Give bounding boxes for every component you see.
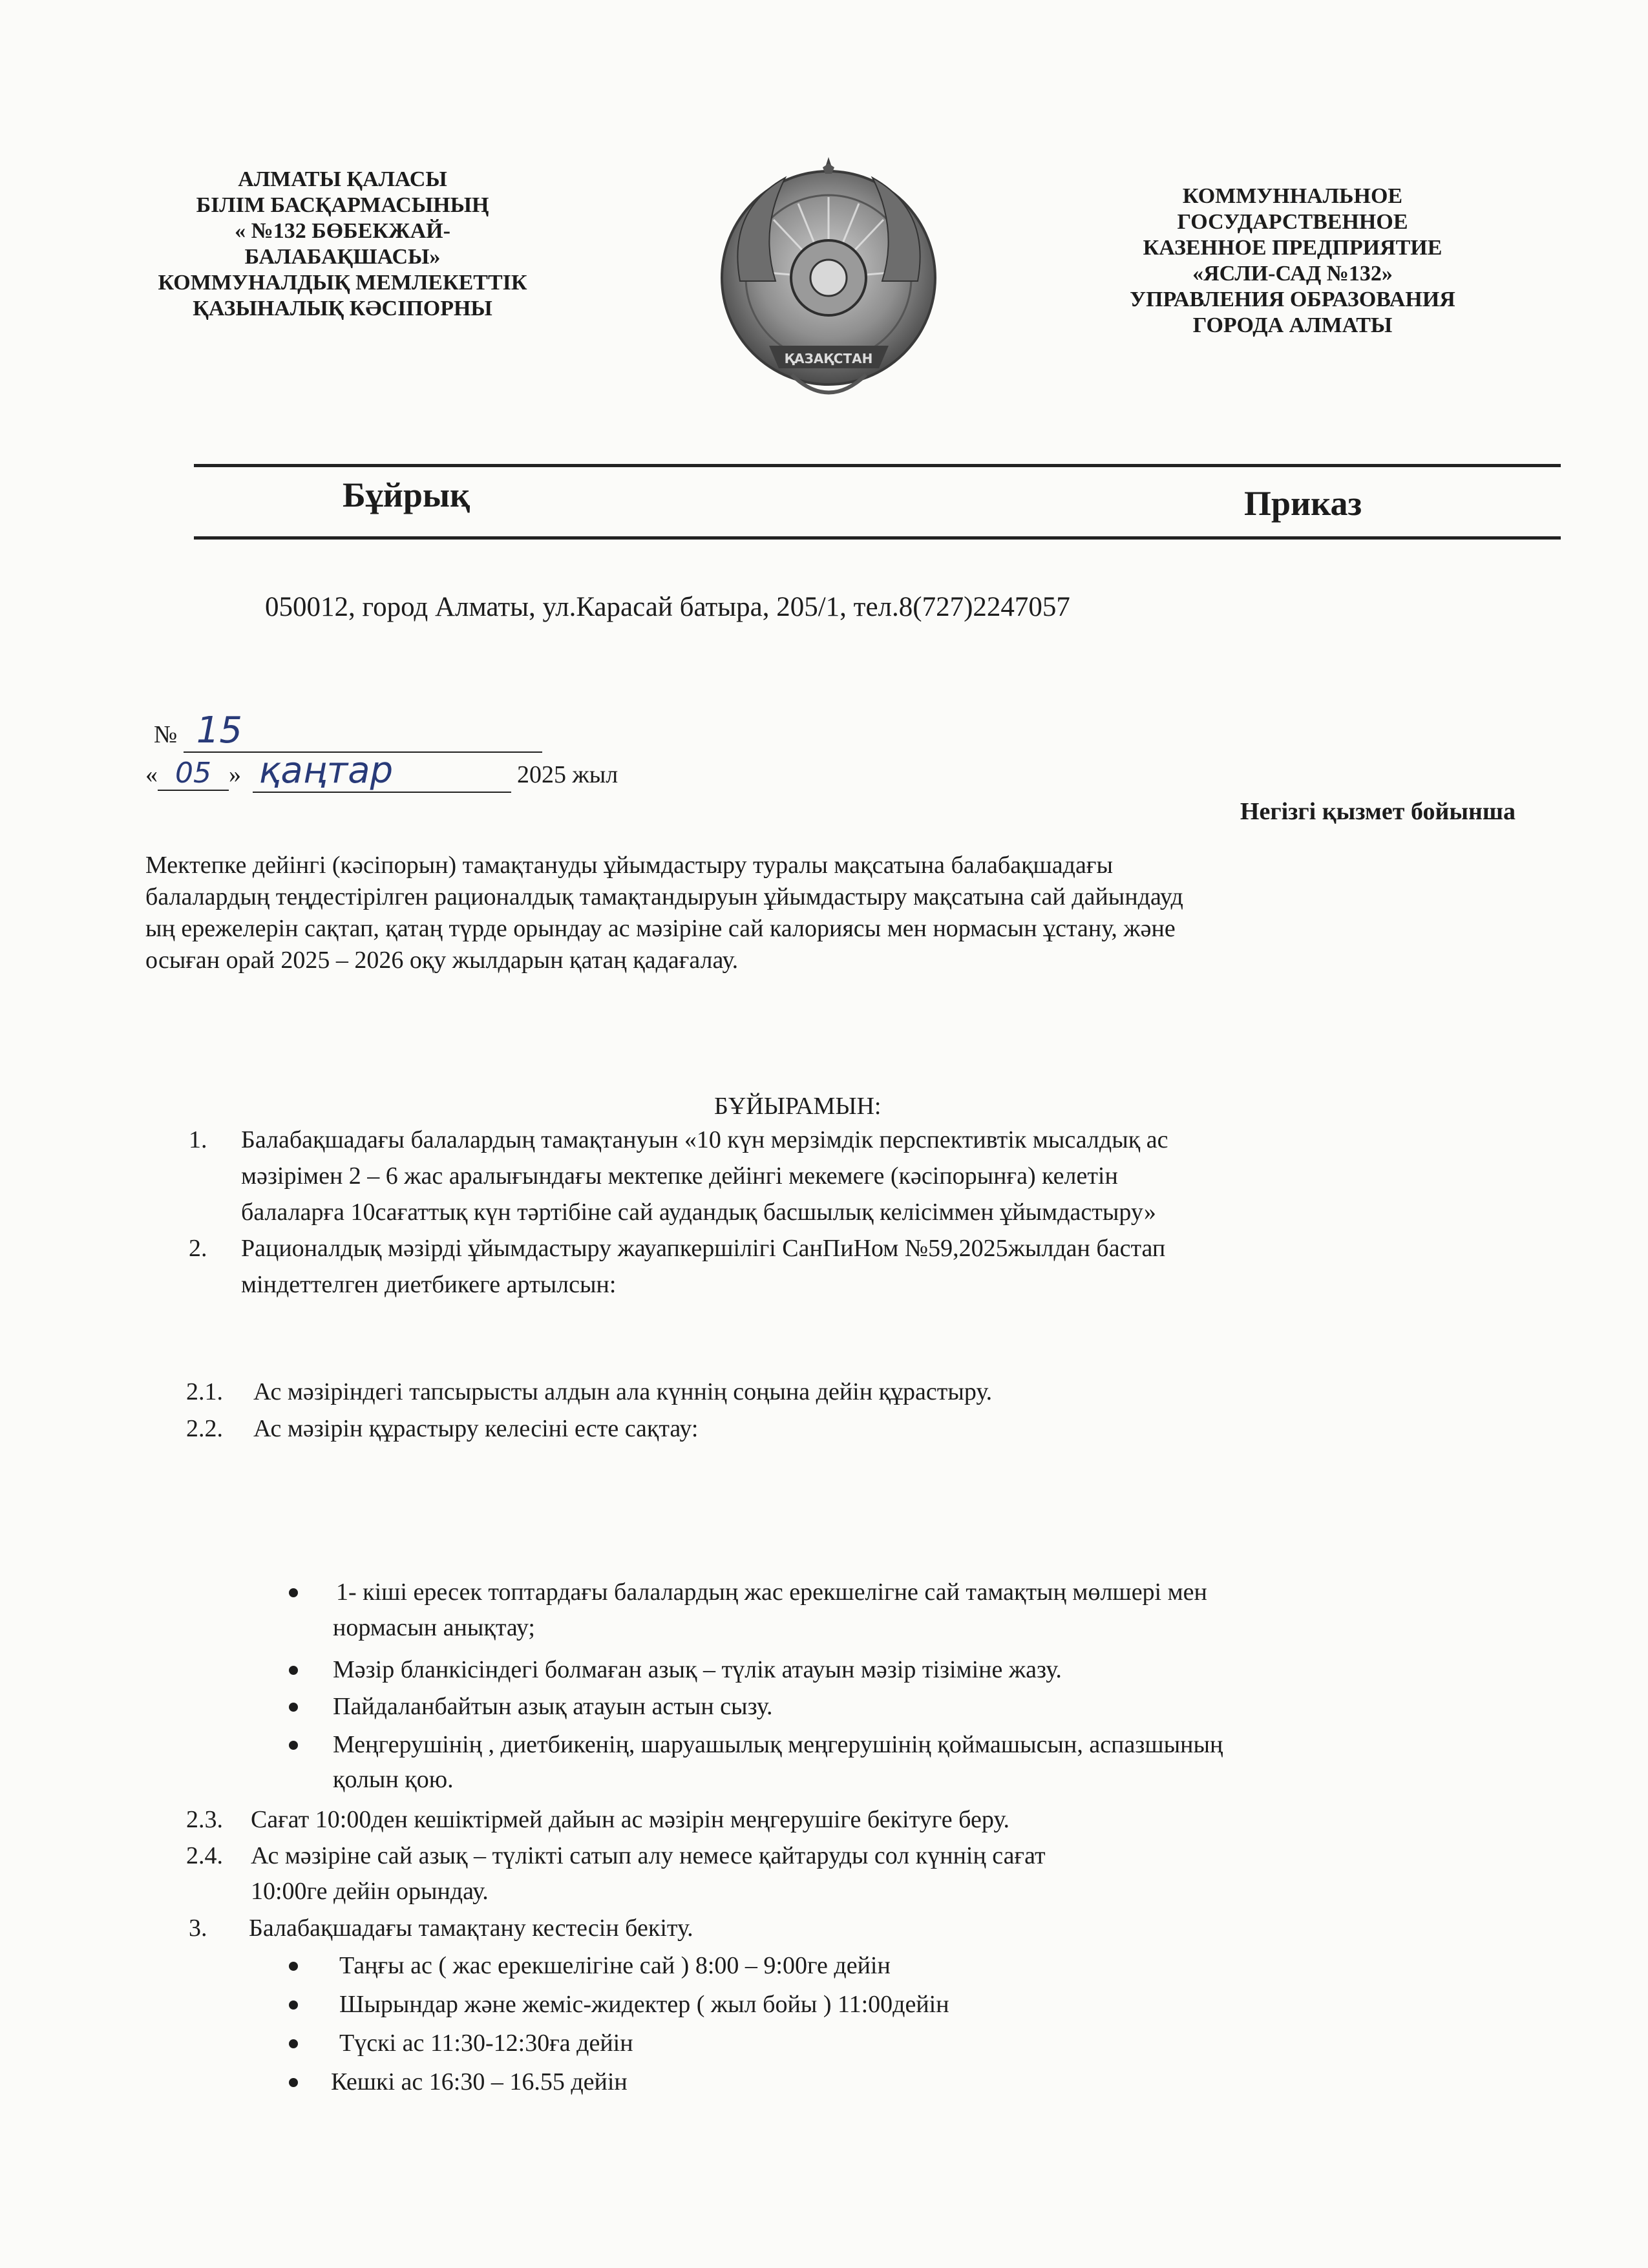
date-day-handwritten: 05 [175, 757, 211, 790]
org-kz-line: БІЛІМ БАСҚАРМАСЫНЫҢ [196, 193, 489, 217]
item-line: мәзірімен 2 – 6 жас аралығындағы мектепке дейінгі мекемеге (кәсіпорынға) келетін [241, 1162, 1118, 1190]
schedule-line: Кешкі ас 16:30 – 16.55 дейін [331, 2068, 628, 2095]
title-kazakh: Бұйрық [343, 476, 470, 514]
state-emblem [714, 152, 944, 417]
number-handwritten: 15 [196, 709, 243, 751]
item-line: балаларға 10сағаттық күн тәртібіне сай аудандық басшылық келісіммен ұйымдастыру» [241, 1199, 1156, 1226]
subitem-number: 2.4. [186, 1842, 223, 1869]
schedule-line: Түскі ас 11:30-12:30ға дейін [339, 2030, 633, 2057]
subitem-text: 10:00ге дейін орындау. [251, 1878, 489, 1905]
subitem-number: 2.3. [186, 1806, 223, 1833]
subitem-text: Ас мәзірін құрастыру келесіні есте сақтау: [253, 1415, 699, 1442]
date-year: 2025 жыл [517, 761, 618, 788]
org-name-russian [1060, 184, 1525, 339]
org-kz-line: АЛМАТЫ ҚАЛАСЫ [238, 167, 447, 191]
org-ru-line: «ЯСЛИ-САД №132» [1192, 262, 1393, 286]
org-ru-line: КОММУННАЛЬНОЕ [1182, 184, 1403, 208]
org-kz-line: КОММУНАЛДЫҚ МЕМЛЕКЕТТІК [158, 271, 527, 295]
order-number [154, 709, 542, 753]
bullet-icon [289, 2039, 298, 2048]
org-kz-line: ҚАЗЫНАЛЫҚ КӘСІПОРНЫ [193, 297, 492, 320]
bullet-icon [289, 1588, 298, 1597]
schedule-line: Шырындар және жеміс-жидектер ( жыл бойы ) 11:00дейін [339, 1991, 949, 2018]
bullet-icon [289, 1703, 298, 1712]
item-line: Балабақшадағы балалардың тамақтануын «10 күн мерзімдік перспективтік мысалдық ас [241, 1126, 1168, 1153]
item-line: Рационалдық мәзірді ұйымдастыру жауапкершілігі СанПиНом №59,2025жылдан бастап [241, 1235, 1166, 1262]
subitem-text: Ас мәзіріне сай азық – түлікті сатып алу немесе қайтаруды сол күннің сағат [251, 1842, 1046, 1869]
address-line: 050012, город Алматы, ул.Карасай батыра, 205/1, тел.8(727)2247057 [265, 592, 1070, 622]
header-rule-bottom [194, 536, 1561, 540]
title-russian: Приказ [1244, 484, 1362, 523]
bullet-icon [289, 1741, 298, 1750]
bullet-line: 1- кіші ересек топтардағы балалардың жас ерекшелігне сай тамақтың мөлшері мен [336, 1579, 1207, 1606]
date-quote-open: « [145, 761, 158, 788]
order-heading: БҰЙЫРАМЫН: [714, 1093, 882, 1120]
item-number: 1. [189, 1126, 207, 1153]
intro-paragraph [145, 850, 1516, 976]
item-number: 3. [189, 1915, 207, 1942]
date-month-handwritten: қаңтар [259, 750, 394, 792]
item-line: міндеттелген диетбикеге артылсын: [241, 1271, 617, 1298]
subitem-number: 2.2. [186, 1415, 223, 1442]
date-quote-close: » [229, 761, 241, 788]
bullet-line: нормасын анықтау; [333, 1614, 535, 1641]
bullet-line: Мәзір бланкісіндегі болмаған азық – түлік атауын мәзір тізіміне жазу. [333, 1656, 1062, 1683]
bullet-line: Меңгерушінің , диетбикенің, шаруашылық меңгерушінің қоймашысын, аспазшының [333, 1731, 1223, 1758]
order-date [145, 750, 618, 793]
org-kz-line: БАЛАБАҚШАСЫ» [244, 245, 441, 269]
header-rule-top [194, 464, 1561, 467]
item-line: Балабақшадағы тамақтану кестесін бекіту. [249, 1915, 693, 1942]
org-kz-line: « №132 БӨБЕКЖАЙ- [235, 219, 450, 243]
org-ru-line: ГОСУДАРСТВЕННОЕ [1177, 210, 1408, 234]
org-ru-line: ГОРОДА АЛМАТЫ [1192, 313, 1393, 337]
bullet-icon [289, 2078, 298, 2087]
intro-line: Мектепке дейінгі (кәсіпорын) тамақтануды ұйымдастыру туралы мақсатына балабақшадағы [145, 852, 1113, 879]
number-label: № [154, 721, 178, 748]
subitem-text: Ас мәзіріндегі тапсырысты алдын ала күннің соңына дейін құрастыру. [253, 1378, 993, 1405]
order-basis: Негізгі қызмет бойынша [1240, 798, 1516, 825]
bullet-icon [289, 1962, 298, 1971]
subitem-text: Сағат 10:00ден кешіктірмей дайын ас мәзірін меңгерушіге бекітуге беру. [251, 1806, 1010, 1833]
bullet-line: қолын қою. [333, 1766, 454, 1793]
emblem-ribbon-text: ҚАЗАҚСТАН [784, 351, 873, 366]
bullet-icon [289, 1666, 298, 1675]
intro-line: ың ережелерін сақтап, қатаң түрде орындау ас мәзіріне сай калориясы мен нормасын ұстану, және [145, 915, 1176, 942]
item-number: 2. [189, 1235, 207, 1262]
org-name-kazakh [149, 167, 536, 322]
org-ru-line: УПРАВЛЕНИЯ ОБРАЗОВАНИЯ [1130, 288, 1455, 311]
org-ru-line: КАЗЕННОЕ ПРЕДПРИЯТИЕ [1143, 236, 1442, 260]
intro-line: балалардың теңдестірілген рационалдық тамақтандыруын ұйымдастыру мақсатына сай дайындауд [145, 883, 1183, 910]
subitem-number: 2.1. [186, 1378, 223, 1405]
bullet-line: Пайдаланбайтын азық атауын астын сызу. [333, 1693, 773, 1720]
intro-line: осыған орай 2025 – 2026 оқу жылдарын қатаң қадағалау. [145, 947, 739, 974]
schedule-line: Таңғы ас ( жас ерекшелігіне сай ) 8:00 – 9:00ге дейін [339, 1952, 891, 1979]
bullet-icon [289, 2000, 298, 2010]
